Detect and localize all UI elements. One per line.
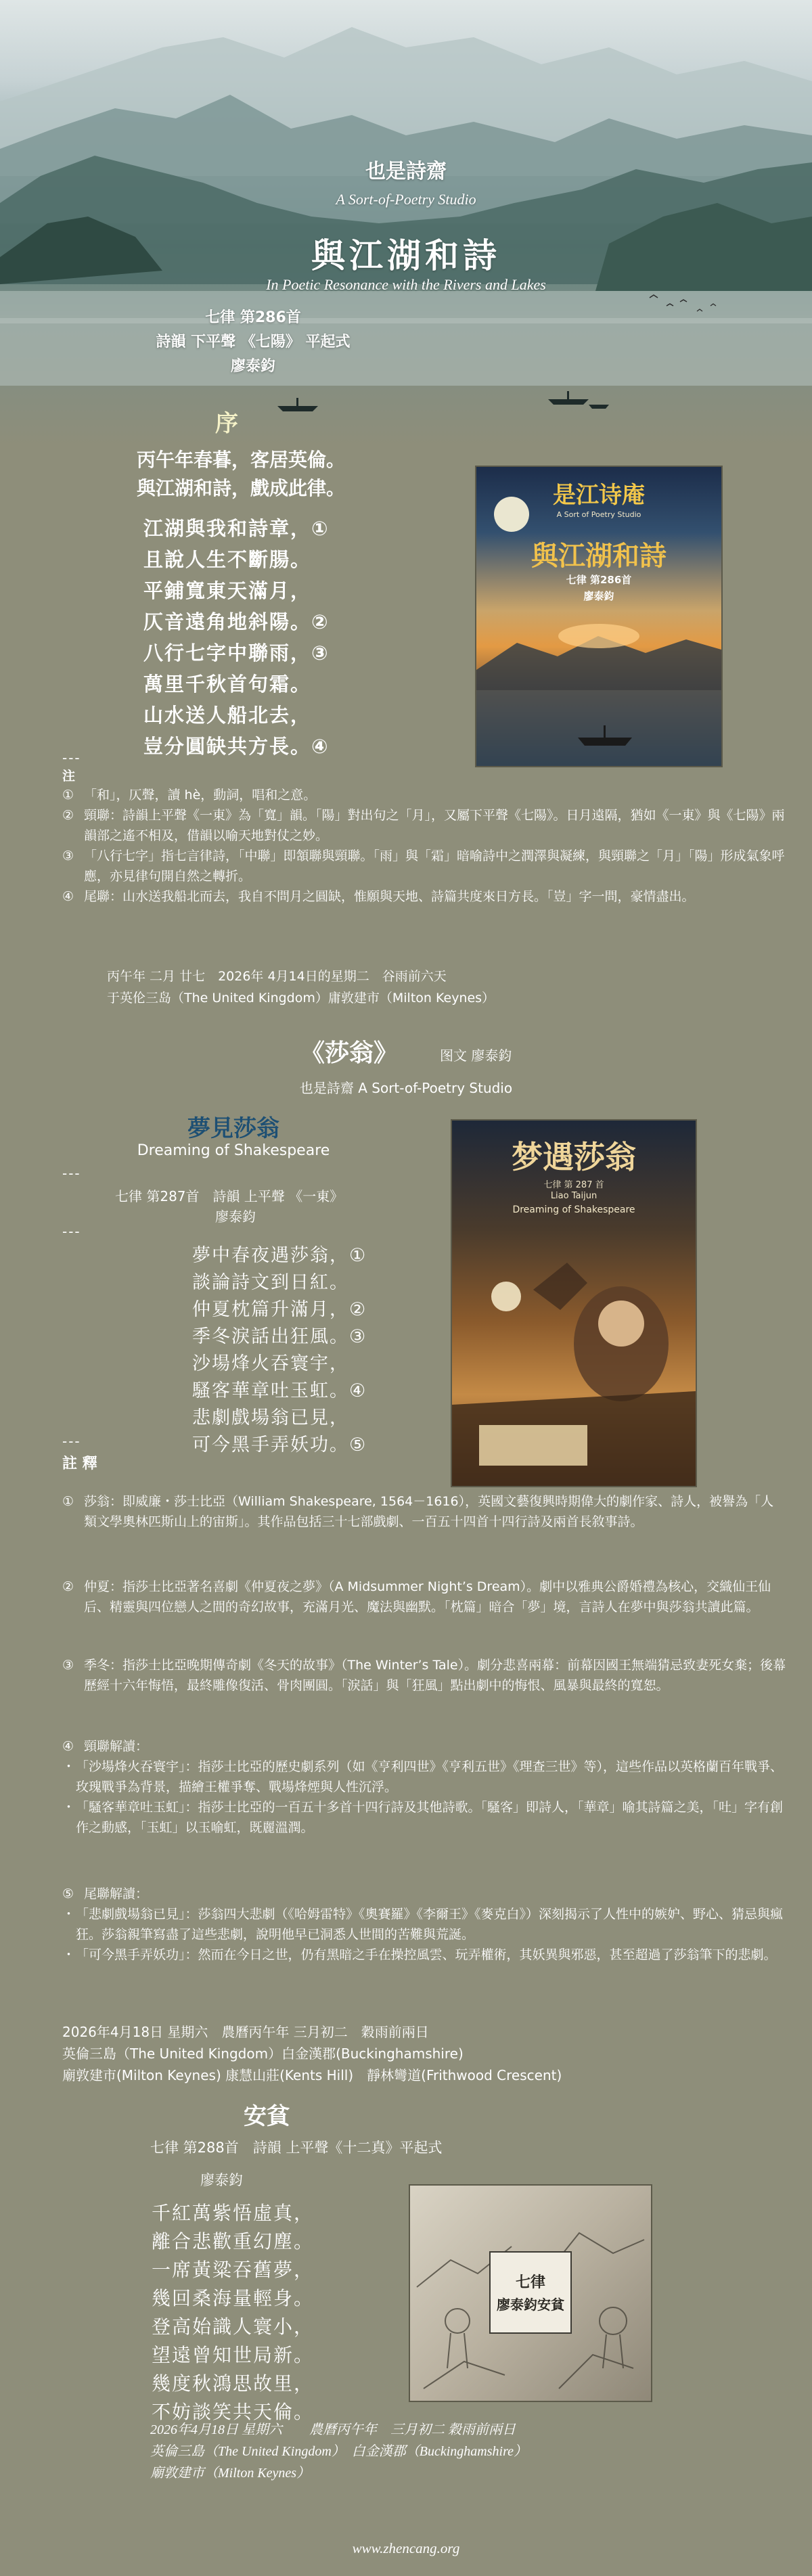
- note-number: ③: [62, 1658, 74, 1673]
- poem-meta: 七律 第287首 詩韻 上平聲 《一東》: [115, 1188, 344, 1204]
- cover-poem-number: 七律 第286首: [566, 574, 632, 586]
- poem-line: 豈分圓缺共方長。④: [143, 735, 330, 758]
- preface-line: 丙午年春暮，客居英倫。: [137, 449, 346, 471]
- footer-link[interactable]: www.zhencang.org: [352, 2540, 460, 2556]
- cover-author: 廖泰鈞: [583, 590, 614, 602]
- studio-name-en: A Sort-of-Poetry Studio: [336, 191, 476, 208]
- place-line: 廟敦建市（Milton Keynes）: [150, 2466, 311, 2481]
- poem-number: 七律 第286首: [205, 309, 301, 326]
- cover-poem-title: 與江湖和詩: [531, 541, 667, 572]
- poem-title: 安貧: [244, 2103, 290, 2130]
- note-number: ①: [62, 788, 74, 803]
- poem-line: 江湖與我和詩章，①: [143, 517, 330, 540]
- page-subtitle: In Poetic Resonance with the Rivers and Lakes: [266, 276, 546, 293]
- poem-line: 八行七字中聯雨，③: [143, 641, 330, 664]
- poem-body: [143, 513, 330, 762]
- note-subheading: 尾聯解讀：: [84, 1886, 149, 1901]
- poem-author: 廖泰鈞: [215, 1208, 256, 1225]
- poem-body: [192, 1242, 367, 1459]
- anpin-cover-image: [409, 2184, 652, 2402]
- note-text: 「悲劇戲場翁已見」：莎翁四大悲劇（《哈姆雷特》《奧賽羅》《李爾王》《麥克白》）深刻揭示了人性中的嫉妒、野心、猜忌與瘋狂。莎翁親筆寫盡了這些悲劇，說明他早已洞悉人世間的苦難與荒誕。: [76, 1907, 784, 1942]
- date-line: 2026年4月18日 星期六 農曆丙午年 三月初二 穀雨前兩日: [150, 2422, 516, 2437]
- poem-line: 仄音遠角地斜陽。②: [143, 610, 330, 633]
- note-text: 仲夏：指莎士比亞著名喜劇《仲夏夜之夢》（A Midsummer Night’s Dream）。劇中以雅典公爵婚禮為核心，交織仙王仙后、精靈與四位戀人之間的奇幻故事，充滿月光、魔法與幽默。「枕篇」暗合「夢」境，言詩人在夢中與莎翁共讀此篇。: [84, 1579, 771, 1614]
- notes-heading: 注: [62, 769, 76, 784]
- poem-body: [152, 2199, 314, 2426]
- poem-line: 不妨談笑共天倫。: [152, 2401, 315, 2423]
- note-text: 尾聯：山水送我船北而去，我自不問月之圓缺，惟願與天地、詩篇共度來日方長。「豈」字一問，豪情盡出。: [84, 889, 695, 904]
- cover-poem-number: 七律 第 287 首: [543, 1180, 604, 1190]
- poem-line: 夢中春夜遇莎翁，①: [192, 1245, 367, 1266]
- poem-cover-image: [475, 466, 723, 767]
- note-subheading: 頸聯解讀：: [84, 1739, 149, 1754]
- mountain-landscape-illustration: [0, 0, 812, 447]
- note-number: ②: [62, 1579, 74, 1594]
- note-item: [62, 1655, 786, 1696]
- poem-author: 廖泰鈞: [200, 2172, 243, 2188]
- poem-line: 騷客華章吐玉虹。④: [192, 1380, 367, 1401]
- poem-line: 登高始識人寰小，: [152, 2315, 315, 2338]
- poem-line: 沙場烽火吞寰宇，: [192, 1353, 349, 1374]
- poem-line: 千紅萬紫悟虛真，: [152, 2202, 315, 2224]
- poem-line: 萬里千秋首句霜。: [143, 673, 312, 696]
- note-text: 「和」，仄聲，讀 hè，動詞，唱和之意。: [84, 788, 317, 803]
- preface-heading: 序: [215, 410, 238, 437]
- note-item: ④ 頸聯解讀： ・ 「沙場烽火吞寰宇」：指莎士比亞的歷史劇系列（如《亨利四世》《亨利五世》《理查三世》等），這些作品以英格蘭百年戰爭、玫瑰戰爭為背景，描繪王權爭奪、戰場烽煙與人性沉浮。 ・ 「騷客華章吐玉虹」：指莎士比亞的一百五十多首十四行詩及其他詩歌。「騷客」即詩人，「華章」喻其詩篇之美，「吐」字有創作之動感，「玉虹」以玉喻虹，既麗溫潤。: [62, 1736, 786, 1838]
- cover-subtitle: A Sort of Poetry Studio: [556, 510, 641, 519]
- note-text: 「可今黑手弄妖功」：然而在今日之世，仍有黑暗之手在操控風雲、玩弄權術，其妖異與邪惡，甚至超過了莎翁筆下的悲劇。: [76, 1947, 777, 1962]
- note-item: ⑤ 尾聯解讀： ・ 「悲劇戲場翁已見」：莎翁四大悲劇（《哈姆雷特》《奧賽羅》《李爾王》《麥克白》）深刻揭示了人性中的嫉妒、野心、猜忌與瘋狂。莎翁親筆寫盡了這些悲劇，說明他早已洞悉人世間的苦難與荒誕。 ・ 「可今黑手弄妖功」：然而在今日之世，仍有黑暗之手在操控風雲、玩弄權術，其妖異與邪惡，甚至超過了莎翁筆下的悲劇。: [62, 1884, 786, 1965]
- date-line: 2026年4月18日 星期六 農曆丙午年 三月初二 穀雨前兩日: [62, 2024, 429, 2040]
- note-text: 「沙場烽火吞寰宇」：指莎士比亞的歷史劇系列（如《亨利四世》《亨利五世》《理查三世》等），這些作品以英格蘭百年戰爭、玫瑰戰爭為背景，描繪王權爭奪、戰場烽煙與人性沉浮。: [76, 1759, 784, 1794]
- cover-subtitle: 廖泰鈞安貧: [497, 2297, 564, 2313]
- note-number: ③: [62, 849, 74, 863]
- poem-line: 且說人生不斷腸。: [143, 548, 312, 571]
- poem-title-en: Dreaming of Shakespeare: [137, 1142, 330, 1159]
- poem-line: 幾回桑海量輕身。: [152, 2287, 315, 2309]
- note-text: 「八行七字」指七言律詩，「中聯」即頷聯與頸聯。「雨」與「霜」暗喻詩中之潤澤與凝練，與頸聯之「月」「陽」形成氣象呼應，亦見律句開自然之轉折。: [84, 849, 785, 884]
- poem-line: 季冬淚話出狂風。③: [192, 1326, 367, 1347]
- note-item: [62, 1577, 786, 1617]
- note-text: 頸聯：詩韻上平聲《一東》為「寬」韻。「陽」對出句之「月」，又屬下平聲《七陽》。日月遠隔，猶如《一東》與《七陽》兩韻部之遙不相及，借韻以喻天地對仗之妙。: [84, 808, 785, 843]
- studio-name-cn: 也是詩齋: [365, 160, 447, 183]
- note-number: ②: [62, 808, 74, 823]
- poem-line: 平鋪寬東天滿月，: [143, 579, 312, 602]
- page-title: 與江湖和詩: [311, 236, 501, 275]
- note-number: ④: [62, 1739, 74, 1754]
- note-text: 季冬：指莎士比亞晚期傳奇劇《冬天的故事》（The Winter’s Tale）。劇分悲喜兩幕：前幕因國王無端猜忌致妻死女棄；後幕歷經十六年悔悟，最終雕像復活、骨肉團圓。「淚話」與「狂風」點出劇中的悔恨、風暴與最終的寬恕。: [84, 1658, 786, 1693]
- poem-line: 可今黑手弄妖功。⑤: [192, 1434, 367, 1455]
- note-item: [62, 805, 786, 846]
- poem-line: 山水送人船北去，: [143, 704, 312, 727]
- cover-title: 七律: [515, 2274, 545, 2291]
- studio-line: 也是詩齋 A Sort-of-Poetry Studio: [299, 1080, 513, 1096]
- sketch-scenes-illustration: [410, 2186, 651, 2401]
- note-item: [62, 1491, 786, 1532]
- note-item: [62, 785, 786, 805]
- separator: ---: [62, 1223, 81, 1240]
- place-line: 于英伦三岛（The United Kingdom）庸敦建市（Milton Keynes）: [107, 991, 495, 1005]
- poem-line: 談論詩文到日紅。: [192, 1272, 349, 1293]
- notes-list: [62, 785, 786, 907]
- poem-line: 離合悲歡重幻塵。: [152, 2230, 315, 2253]
- note-number: ⑤: [62, 1886, 74, 1901]
- shakespeare-cover-image: [451, 1119, 697, 1487]
- poem-title: 夢見莎翁: [187, 1115, 279, 1142]
- note-number: ①: [62, 1494, 74, 1509]
- author-name: 廖泰鈞: [230, 358, 275, 375]
- section-heading: 《莎翁》: [300, 1039, 399, 1067]
- cover-title: 梦遇莎翁: [512, 1139, 636, 1175]
- separator: ---: [62, 1165, 81, 1181]
- date-line: 丙午年 二月 廿七 2026年 4月14日的星期二 谷雨前六天: [107, 969, 447, 984]
- poem-line: 望遠曾知世局新。: [152, 2344, 315, 2366]
- poem-line: 幾度秋鴻思故里，: [152, 2372, 315, 2395]
- note-number: ④: [62, 889, 74, 904]
- poem-meta: 七律 第288首 詩韻 上平聲《十二真》平起式: [150, 2140, 443, 2156]
- separator: ---: [62, 750, 81, 766]
- preface-line: 與江湖和詩，戲成此律。: [137, 477, 346, 499]
- note-text: 莎翁：即威廉・莎士比亞（William Shakespeare, 1564－1616），英國文藝復興時期偉大的劇作家、詩人，被譽為「人類文學奧林匹斯山上的宙斯」。其作品包括三十七部戲劇、一百五十四首十四行詩及兩首長敘事詩。: [84, 1494, 774, 1529]
- separator: ---: [62, 1433, 81, 1449]
- place-line: 廟敦建市(Milton Keynes) 康慧山莊(Kents Hill) 靜林彎道(Frithwood Crescent): [62, 2067, 562, 2083]
- poem-line: 悲劇戲場翁已見，: [192, 1407, 349, 1428]
- cover-title-en: Dreaming of Shakespeare: [512, 1204, 635, 1215]
- hero-banner: [0, 0, 812, 447]
- rhyme-scheme: 詩韻 下平聲 《七陽》 平起式: [156, 334, 351, 351]
- cover-studio-title: 是江诗庵: [553, 482, 645, 509]
- place-line: 英倫三島（The United Kingdom） 白金漢郡（Buckinghamshire）: [150, 2444, 528, 2459]
- note-item: [62, 846, 786, 886]
- poem-line: 一席黃粱吞舊夢，: [152, 2259, 315, 2281]
- cover-author: Liao Taijun: [550, 1191, 597, 1201]
- section-credit: 图文 廖泰鈞: [440, 1047, 512, 1064]
- note-item: [62, 886, 786, 907]
- poem-line: 仲夏枕篇升滿月，②: [192, 1299, 367, 1320]
- note-text: 「騷客華章吐玉虹」：指莎士比亞的一百五十多首十四行詩及其他詩歌。「騷客」即詩人，「華章」喻其詩篇之美，「吐」字有創作之動感，「玉虹」以玉喻虹，既麗溫潤。: [76, 1800, 784, 1835]
- notes-heading: 註 釋: [62, 1455, 97, 1472]
- place-line: 英倫三島（The United Kingdom）白金漢郡(Buckinghamshire): [62, 2046, 464, 2062]
